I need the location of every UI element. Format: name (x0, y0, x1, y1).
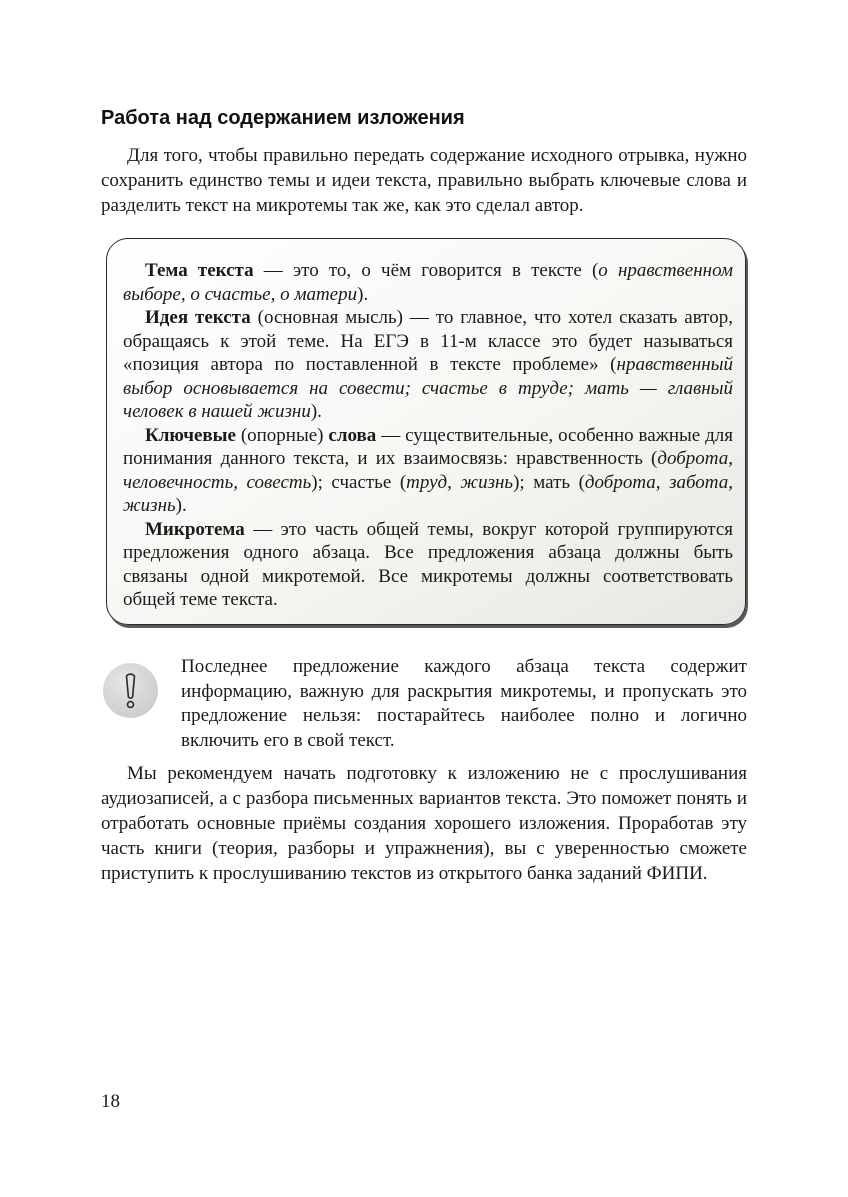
keywords-example-1: доброта, человечность, совесть (123, 448, 733, 493)
term-idea: Идея текста (145, 307, 251, 328)
term-keywords-a: Ключевые (145, 424, 236, 446)
idea-examples: нравственный выбор основывается на совести; счастье в труде; мать — главный человек в нашей жизни (123, 354, 733, 422)
section-heading: Работа над содержанием изложения (101, 107, 465, 129)
exclamation-icon (103, 663, 158, 718)
definition-idea: Идея текста (основная мысль) — то главное, что хотел сказать автор, обращаясь к этой теме. На ЕГЭ в 11-м классе это будет называться «позиция автора по поставленной в тексте проблеме» (нравственный выбор основывается на совести; счастье в труде; мать — главный человек в нашей жизни). (123, 307, 733, 422)
definition-microtheme: Микротема — это часть общей темы, вокруг которой группируются предложения одного абзаца. Все предложения абзаца должны быть связаны одной микротемой. Все микротемы должны соответствовать общей теме текста. (123, 518, 733, 610)
definition-keywords: Ключевые (опорные) слова — существительные, особенно важные для понимания данного текста, и их взаимосвязь: нравственность (доброта, человечность, совесть); счастье (труд, жизнь); мать (доброта, забота, жизнь). (123, 424, 733, 516)
recommendation-paragraph: Мы рекомендуем начать подготовку к изложению не с прослушивания аудиозаписей, а с разбора письменных вариантов текста. Это поможет понять и отработать основные приёмы создания хорошего изложения. Проработав эту часть книги (теория, разборы и упражнения), вы с уверенностью сможете приступить к прослушиванию текстов из открытого банка заданий ФИПИ. (101, 763, 747, 884)
keywords-example-2: труд, жизнь (406, 471, 514, 493)
term-keywords-b: слова (328, 424, 377, 446)
note-text: Последнее предложение каждого абзаца текста содержит информацию, важную для раскрытия микротемы, и пропускать это предложение нельзя: постарайтесь наиболее полно и логично включить его в свой текст. (181, 656, 747, 751)
term-theme: Тема текста (145, 260, 254, 281)
page-number: 18 (101, 1091, 120, 1112)
theme-examples: о нравственном выборе, о счастье, о матери (123, 260, 733, 305)
intro-paragraph: Для того, чтобы правильно передать содержание исходного отрывка, нужно сохранить единство темы и идеи текста, правильно выбрать ключевые слова и разделить текст на микротемы так же, как это сделал автор. (101, 145, 747, 216)
definition-theme: Тема текста — это то, о чём говорится в тексте (о нравственном выборе, о счастье, о матери). (123, 260, 733, 305)
keywords-example-3: доброта, забота, жизнь (123, 471, 733, 516)
definitions-box (106, 238, 746, 625)
term-microtheme: Микротема (145, 518, 245, 540)
